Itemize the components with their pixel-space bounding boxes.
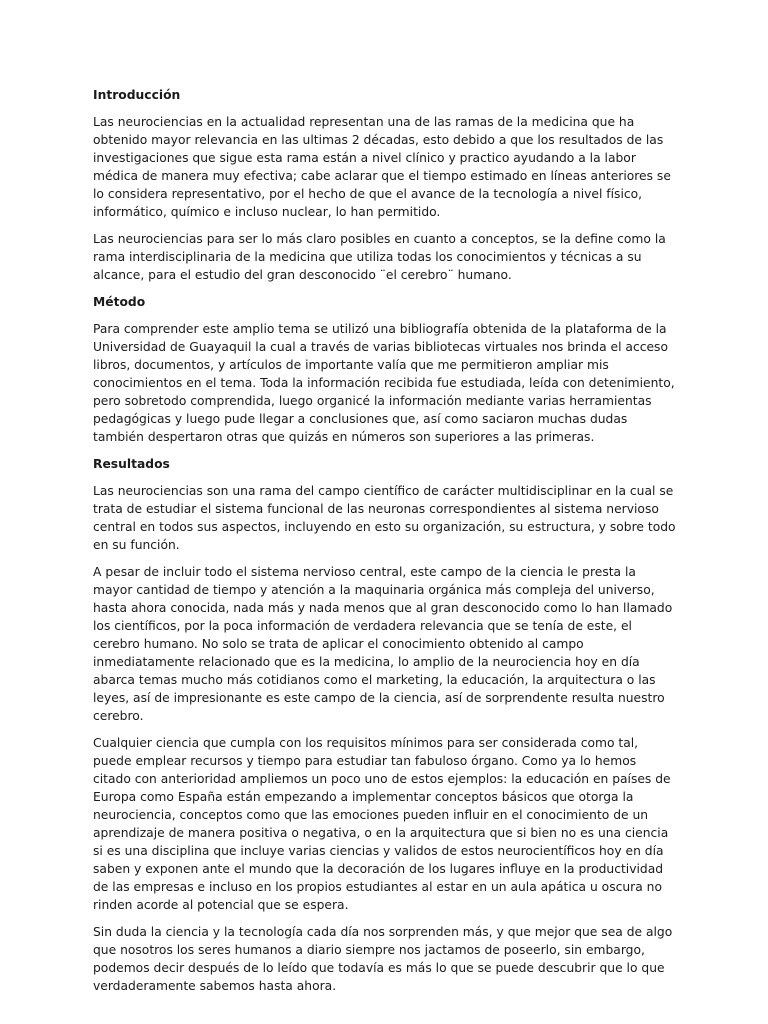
document-page xyxy=(93,86,677,1004)
paragraph: Las neurociencias para ser lo más claro posibles en cuanto a conceptos, se la define como la rama interdisciplinaria de la medicina que utiliza todas los conocimientos y técnicas a su alcance, para el estudio del gran desconocido ¨el cerebro¨ humano. xyxy=(93,232,666,282)
section-heading-resultados: Resultados xyxy=(93,457,170,471)
paragraph: Las neurociencias son una rama del campo científico de carácter multidisciplinar en la cual se trata de estudiar el sistema funcional de las neuronas correspondientes al sistema nervioso central en todos sus aspectos, incluyendo en esto su organización, su estructura, y sobre todo en su función. xyxy=(93,484,676,552)
section-heading-introduccion: Introducción xyxy=(93,88,181,102)
paragraph: Para comprender este amplio tema se utilizó una bibliografía obtenida de la plataforma de la Universidad de Guayaquil la cual a través de varias bibliotecas virtuales nos brinda el acceso libros, documentos, y artículos de importante valía que me permitieron ampliar mis conocimientos en el tema. Toda la información recibida fue estudiada, leída con detenimiento, pero sobretodo comprendida, luego organicé la información mediante varias herramientas pedagógicas y luego pude llegar a conclusiones que, así como saciaron muchas dudas también despertaron otras que quizás en números son superiores a las primeras. xyxy=(93,322,675,444)
paragraph: A pesar de incluir todo el sistema nervioso central, este campo de la ciencia le presta la mayor cantidad de tiempo y atención a la maquinaria orgánica más compleja del universo, hasta ahora conocida, nada más y nada menos que al gran desconocido como lo han llamado los científicos, por la poca información de verdadera relevancia que se tenía de este, el cerebro humano. No solo se trata de aplicar el conocimiento obtenido al campo inmediatamente relacionado que es la medicina, lo amplio de la neurociencia hoy en día abarca temas mucho más cotidianos como el marketing, la educación, la arquitectura o las leyes, así de impresionante es este campo de la ciencia, así de sorprendente resulta nuestro cerebro. xyxy=(93,565,673,723)
paragraph: Sin duda la ciencia y la tecnología cada día nos sorprenden más, y que mejor que sea de algo que nosotros los seres humanos a diario siempre nos jactamos de poseerlo, sin embargo, podemos decir después de lo leído que todavía es más lo que se puede descubrir que lo que verdaderamente sabemos hasta ahora. xyxy=(93,925,673,993)
section-heading-metodo: Método xyxy=(93,295,146,309)
paragraph: Las neurociencias en la actualidad representan una de las ramas de la medicina que ha obtenido mayor relevancia en las ultimas 2 décadas, esto debido a que los resultados de las investigaciones que sigue esta rama están a nivel clínico y practico ayudando a la labor médica de manera muy efectiva; cabe aclarar que el tiempo estimado en líneas anteriores se lo considera representativo, por el hecho de que el avance de la tecnología a nivel físico, informático, químico e incluso nuclear, lo han permitido. xyxy=(93,115,671,219)
paragraph: Cualquier ciencia que cumpla con los requisitos mínimos para ser considerada como tal, puede emplear recursos y tiempo para estudiar tan fabuloso órgano. Como ya lo hemos citado con anterioridad ampliemos un poco uno de estos ejemplos: la educación en países de Europa como España están empezando a implementar conceptos básicos que otorga la neurociencia, conceptos como que las emociones pueden influir en el conocimiento de un aprendizaje de manera positiva o negativa, o en la arquitectura que si bien no es una ciencia si es una disciplina que incluye varias ciencias y validos de estos neurocientíficos hoy en día saben y exponen ante el mundo que la decoración de los lugares influye en la productividad de las empresas e incluso en los propios estudiantes al estar en un aula apática u oscura no rinden acorde al potencial que se espera. xyxy=(93,736,671,912)
